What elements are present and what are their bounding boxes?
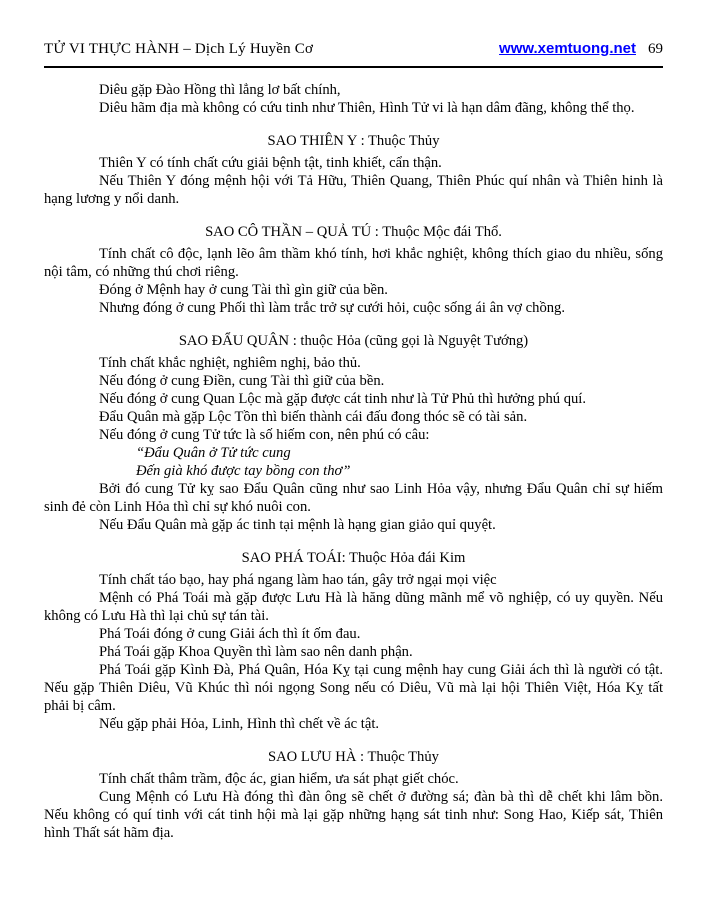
section-heading: SAO ĐẨU QUÂN : thuộc Hỏa (cũng gọi là Nguyệt Tướng) bbox=[178, 333, 529, 349]
section-heading: SAO THIÊN Y : Thuộc Thủy bbox=[267, 133, 440, 149]
document-title: TỬ VI THỰC HÀNH – Dịch Lý Huyền Cơ bbox=[44, 41, 314, 57]
paragraph: Tính chất táo bạo, hay phá ngang làm hao tán, gây trở ngại mọi việc bbox=[99, 572, 497, 588]
document-body bbox=[44, 81, 663, 842]
quote-line: Đến già khó được tay bồng con thơ” bbox=[136, 463, 351, 479]
paragraph: Tính chất thâm trầm, độc ác, gian hiểm, ưa sát phạt giết chóc. bbox=[99, 771, 459, 787]
paragraph: Phá Toái gặp Khoa Quyền thì làm sao nên danh phận. bbox=[99, 644, 413, 660]
paragraph: Nếu Thiên Y đóng mệnh hội với Tả Hữu, Thiên Quang, Thiên Phúc quí nhân và Thiên hinh là hạng lương y nổi danh. bbox=[44, 173, 663, 207]
paragraph: Đẩu Quân mà gặp Lộc Tồn thì biến thành cái đấu đong thóc sẽ có tài sản. bbox=[99, 409, 528, 425]
paragraph: Cung Mệnh có Lưu Hà đóng thì đàn ông sẽ chết ở đường sá; đàn bà thì dễ chết khi lâm bồn. Nếu không có quí tinh với cát tinh hội mà lại gặp những hạng sát tinh như: Song Hao, Kiếp sát, Thiên hình Thất sát hãm địa. bbox=[44, 789, 663, 841]
paragraph: Tính chất khắc nghiệt, nghiêm nghị, bảo thủ. bbox=[99, 355, 361, 371]
paragraph: Phá Toái đóng ở cung Giải ách thì ít ốm đau. bbox=[99, 626, 361, 642]
paragraph: Nếu đóng ở cung Quan Lộc mà gặp được cát tinh như là Tử Phủ thì hưởng phú quí. bbox=[99, 391, 586, 407]
paragraph: Phá Toái gặp Kình Đà, Phá Quân, Hóa Kỵ tại cung mệnh hay cung Giải ách thì là người có tật. Nếu gặp Thiên Diêu, Vũ Khúc thì nói ngọng Song nếu có Diêu, Vũ mà lại hội Thiên Việt, Hóa Kỵ tất phải bị câm. bbox=[44, 662, 663, 714]
page-number: 69 bbox=[648, 41, 663, 57]
paragraph: Thiên Y có tính chất cứu giải bệnh tật, tinh khiết, cẩn thận. bbox=[99, 155, 442, 171]
paragraph: Diêu gặp Đào Hồng thì lẳng lơ bất chính, bbox=[99, 82, 341, 98]
paragraph: Đóng ở Mệnh hay ở cung Tài thì gìn giữ của bền. bbox=[99, 282, 388, 298]
section-heading: SAO CÔ THẦN – QUẢ TÚ : Thuộc Mộc đái Thổ. bbox=[205, 224, 502, 240]
header-divider bbox=[44, 66, 663, 68]
paragraph: Nếu đóng ở cung Tử tức là số hiếm con, nên phú có câu: bbox=[99, 427, 430, 443]
paragraph: Nếu đóng ở cung Điền, cung Tài thì giữ của bền. bbox=[99, 373, 385, 389]
header-right-group bbox=[499, 40, 663, 58]
paragraph: Mệnh có Phá Toái mà gặp được Lưu Hà là hăng dũng mãnh mể võ nghiệp, có uy quyền. Nếu không có Lưu Hà thì lại chủ sự tán tài. bbox=[44, 590, 663, 624]
section-heading: SAO LƯU HÀ : Thuộc Thủy bbox=[268, 749, 439, 765]
paragraph: Nhưng đóng ở cung Phối thì làm trắc trở sự cưới hỏi, cuộc sống ái ân vợ chồng. bbox=[99, 300, 565, 316]
paragraph: Tính chất cô độc, lạnh lẽo âm thầm khó tính, hơi khắc nghiệt, không thích giao du nhiều, sống nội tâm, có những thú chơi riêng. bbox=[44, 246, 663, 280]
paragraph: Nếu gặp phải Hỏa, Linh, Hình thì chết về ác tật. bbox=[99, 716, 380, 732]
paragraph: Diêu hãm địa mà không có cứu tinh như Thiên, Hình Tử vi là hạn dâm đãng, không thể thọ. bbox=[99, 100, 635, 116]
quote-line: “Đẩu Quân ở Tử tức cung bbox=[136, 445, 291, 461]
page-header bbox=[44, 40, 663, 58]
paragraph: Bởi đó cung Tử kỵ sao Đẩu Quân cũng như sao Linh Hỏa vậy, nhưng Đẩu Quân chỉ sự hiếm sinh đẻ còn Linh Hỏa thì chỉ sự khó nuôi con. bbox=[44, 481, 663, 515]
paragraph: Nếu Đẩu Quân mà gặp ác tinh tại mệnh là hạng gian giảo quỉ quyệt. bbox=[99, 517, 496, 533]
website-link[interactable]: www.xemtuong.net bbox=[499, 40, 636, 57]
section-heading: SAO PHÁ TOÁI: Thuộc Hỏa đái Kim bbox=[241, 550, 466, 566]
